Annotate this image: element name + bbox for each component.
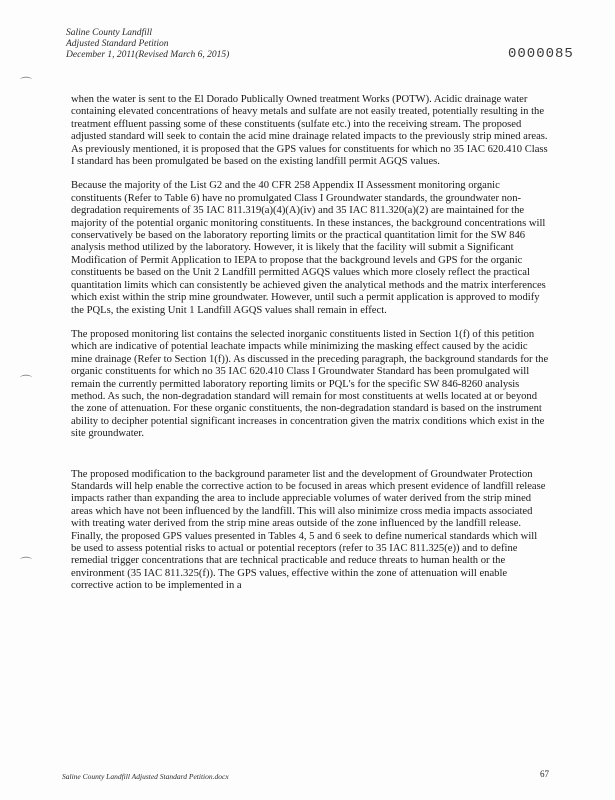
- page-number: 67: [540, 769, 549, 779]
- margin-mark-icon: ⌒: [20, 556, 33, 570]
- footer-document-name: Saline County Landfill Adjusted Standard Petition.docx: [62, 772, 229, 781]
- paragraph: when the water is sent to the El Dorado Publically Owned treatment Works (POTW). Acidic drainage water containing elevated concentrations of heavy metals and sulfate are not easily treated, potentially resulting in the treatment effluent passing some of these constituents (sulfate etc.) into the receiving stream. The proposed adjusted standard will seek to contain the acid mine drainage related impacts to the previously strip mined areas. As previously mentioned, it is proposed that the GPS values for constituents for which no 35 IAC 620.410 Class I standard has been promulgated be based on the existing landfill permit AGQS values.: [71, 94, 548, 168]
- header-line-site: Saline County Landfill: [66, 28, 153, 38]
- header-line-title: Adjusted Standard Petition: [66, 39, 169, 49]
- header-line-date: December 1, 2011(Revised March 6, 2015): [66, 50, 230, 60]
- margin-mark-icon: ⌒: [20, 374, 33, 388]
- paragraph: The proposed monitoring list contains the selected inorganic constituents listed in Section 1(f) of this petition which are indicative of potential leachate impacts while minimizing the masking effect caused by the acidic mine drainage (Refer to Section 1(f)). As discussed in the preceding paragraph, the background standards for the organic constituents for which no 35 IAC 620.410 Class I Groundwater Standard has been promulgated will remain the currently permitted laboratory reporting limits or PQL's for the specific SW 846-8260 analysis method. As such, the non-degradation standard will remain for most constituents at wells located at or beyond the zone of attenuation. For these organic constituents, the non-degradation standard is based on the instrument ability to decipher potential significant increases in concentration given the matrix conditions which exist in the site groundwater.: [71, 328, 549, 440]
- body-text: [71, 94, 549, 593]
- paragraph: Because the majority of the List G2 and the 40 CFR 258 Appendix II Assessment monitoring organic constituents (Refer to Table 6) have no promulgated Class I Groundwater standards, the groundwater non-degradation requirements of 35 IAC 811.319(a)(4)(A)(iv) and 35 IAC 811.320(a)(2) are maintained for the majority of the potential organic monitoring constituents. In these instances, the background concentrations will conservatively be based on the laboratory reporting limits or the practical quantitation limit for the SW 846 analysis method utilized by the laboratory. However, it is likely that the facility will submit a Significant Modification of Permit Application to IEPA to propose that the background levels and GPS for the organic constituents be based on the Unit 2 Landfill permitted AGQS values which more closely reflect the practical quantitation limits which can consistently be achieved given the analytical methods and the matrix interferences which exist within the strip mine groundwater. However, until such a permit application is approved to modify the PQLs, the existing Unit 1 Landfill AGQS values shall remain in effect.: [71, 180, 546, 316]
- page-header: [66, 28, 229, 61]
- paragraph: The proposed modification to the background parameter list and the development of Groundwater Protection Standards will help enable the corrective action to be focused in areas which present evidence of landfill release impacts rather than expanding the area to include appreciable volumes of water derived from the strip mined areas which have not been influenced by the landfill. This will also minimize cross media impacts associated with treating water derived from the strip mine areas outside of the zone influenced by the landfill release. Finally, the proposed GPS values presented in Tables 4, 5 and 6 seek to define numerical standards which will be used to assess potential risks to actual or potential receptors (refer to 35 IAC 811.325(e)) and to define remedial trigger concentrations that are technical practicable and reduce threats to human health or the environment (35 IAC 811.325(f)). The GPS values, effective within the zone of attenuation will enable corrective action to be implemented in a: [71, 468, 546, 592]
- margin-mark-icon: ⌒: [20, 76, 33, 90]
- bates-number: 0000085: [508, 46, 574, 62]
